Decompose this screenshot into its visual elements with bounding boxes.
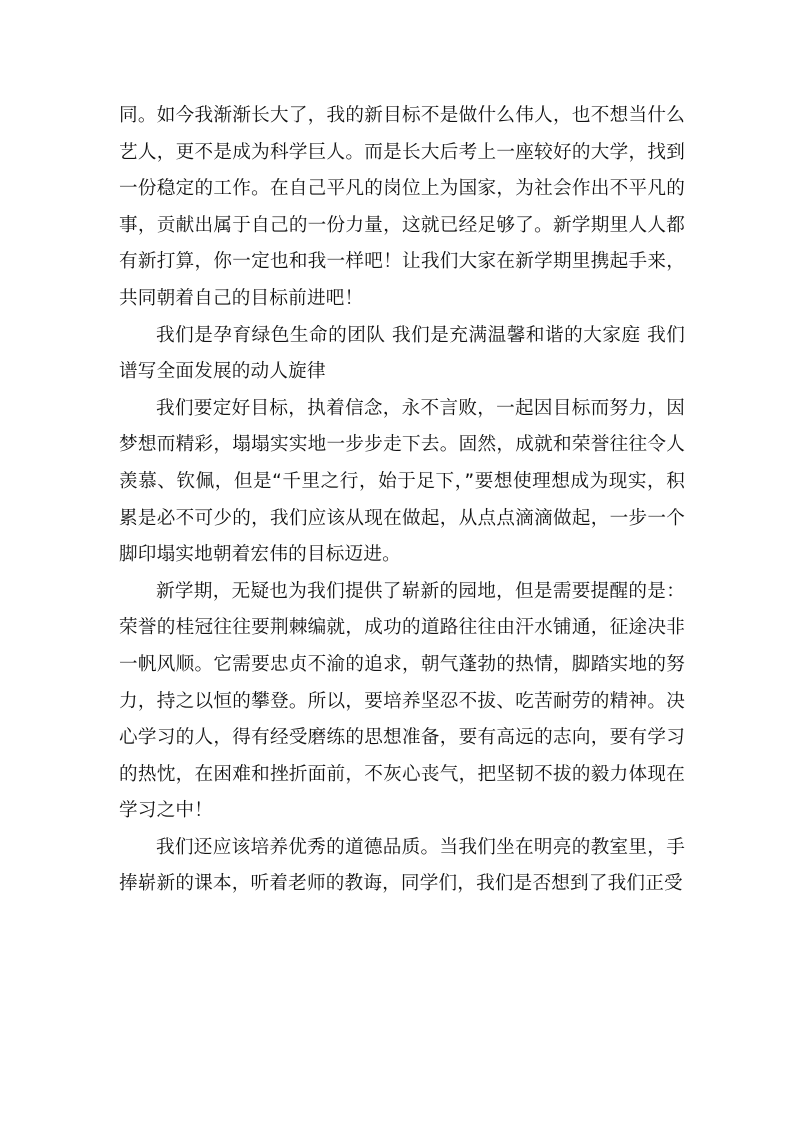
document-page [119,98,685,903]
paragraph-4: 新学期，无疑也为我们提供了崭新的园地，但是需要提醒的是：荣誉的桂冠往往要荆棘编就，成功的道路往往由汗水铺通，征途决非一帆风顺。它需要忠贞不渝的追求，朝气蓬勃的热情，脚踏实地的努力，持之以恒的攀登。所以，要培养坚忍不拔、吃苦耐劳的精神。决心学习的人，得有经受磨练的思想准备，要有高远的志向，要有学习的热忱，在困难和挫折面前，不灰心丧气，把坚韧不拔的毅力体现在学习之中！ [119,580,685,822]
paragraph-5: 我们还应该培养优秀的道德品质。当我们坐在明亮的教室里，手捧崭新的课本，听着老师的教诲，同学们，我们是否想到了我们正受 [119,836,685,895]
paragraph-2: 我们是孕育绿色生命的团队 我们是充满温馨和谐的大家庭 我们谱写全面发展的动人旋律 [119,324,685,383]
paragraph-3: 我们要定好目标，执着信念，永不言败，一起因目标而努力，因梦想而精彩，塌塌实实地一步步走下去。固然，成就和荣誉往往令人羡慕、钦佩，但是“千里之行，始于足下，”要想使理想成为现实，积累是必不可少的，我们应该从现在做起，从点点滴滴做起，一步一个脚印塌实地朝着宏伟的目标迈进。 [119,397,685,566]
paragraph-1: 同。如今我渐渐长大了，我的新目标不是做什么伟人，也不想当什么艺人，更不是成为科学巨人。而是长大后考上一座较好的大学，找到一份稳定的工作。在自己平凡的岗位上为国家，为社会作出不平凡的事，贡献出属于自己的一份力量，这就已经足够了。新学期里人人都有新打算，你一定也和我一样吧！让我们大家在新学期里携起手来，共同朝着自己的目标前进吧！ [119,105,685,309]
